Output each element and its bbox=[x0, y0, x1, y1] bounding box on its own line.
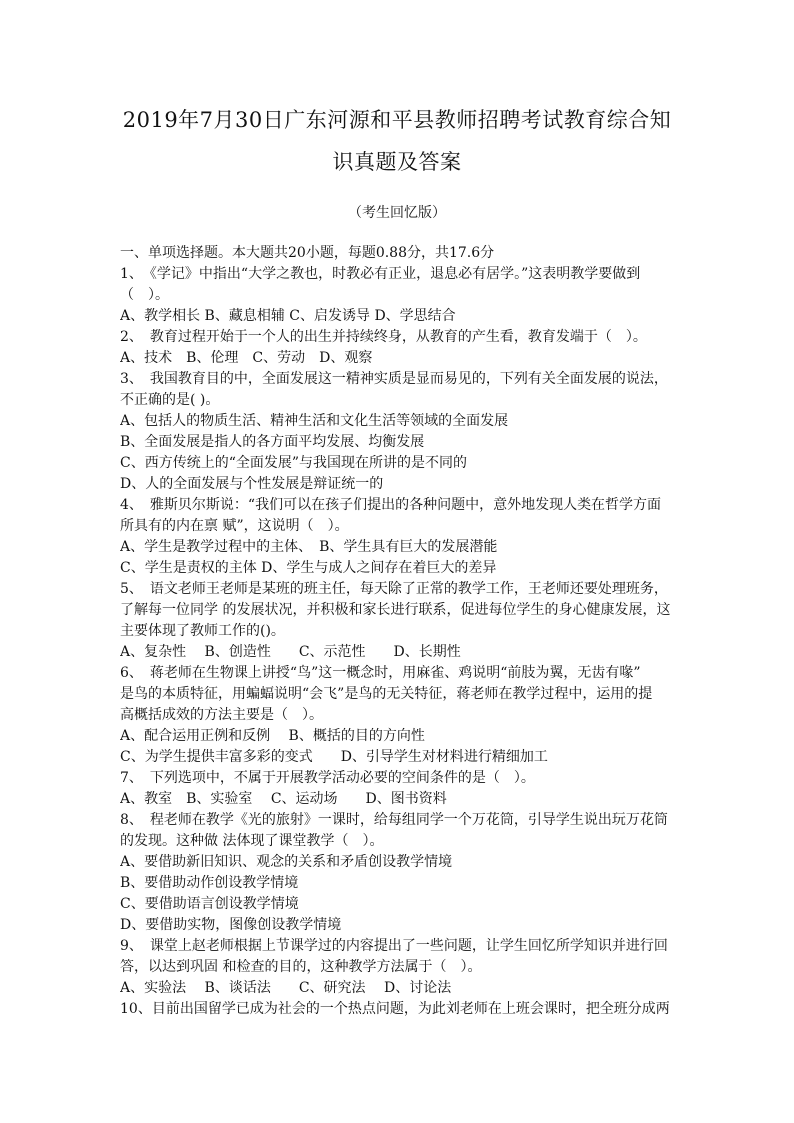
text-line: 7、 下列选项中，不属于开展教学活动必要的空间条件的是（ ）。 bbox=[120, 770, 535, 786]
text-line: 高概括成效的方法主要是（ ）。 bbox=[120, 707, 323, 723]
text-line: 4、 雅斯贝尔斯说：“我们可以在孩子们提出的各种问题中，意外地发现人类在哲学方面 bbox=[120, 497, 662, 513]
text-line: 6、 蒋老师在生物课上讲授“鸟”这一概念时，用麻雀、鸡说明“前肢为翼，无齿有喙” bbox=[120, 665, 641, 681]
text-line: 主要体现了教师工作的()。 bbox=[120, 623, 285, 639]
text-line: D、人的全面发展与个性发展是辩证统一的 bbox=[120, 476, 384, 492]
document-title-line-2: 识真题及答案 bbox=[332, 150, 462, 174]
text-line: C、为学生提供丰富多彩的变式 D、引导学生对材料进行精细加工 bbox=[120, 749, 548, 765]
text-line: A、学生是教学过程中的主体、 B、学生具有巨大的发展潜能 bbox=[120, 539, 498, 555]
text-line: B、要借助动作创设教学情境 bbox=[120, 875, 299, 891]
text-line: A、教学相长 B、藏息相辅 C、启发诱导 D、学思结合 bbox=[120, 308, 456, 324]
text-line: A、教室 B、实验室 C、运动场 D、图书资料 bbox=[120, 791, 447, 807]
text-line: 的发现。这种做 法体现了课堂教学（ ）。 bbox=[120, 833, 384, 849]
text-line: （ ）。 bbox=[120, 287, 169, 303]
text-line: 10、目前出国留学已成为社会的一个热点问题，为此刘老师在上班会课时，把全班分成两 bbox=[120, 1001, 670, 1017]
text-line: 所具有的内在禀 赋”，这说明（ ）。 bbox=[120, 518, 349, 534]
text-line: 1、 《学记》中指出“大学之教也，时教必有正业，退息必有居学。”这表明教学要做到 bbox=[120, 266, 641, 282]
text-line: 9、 课堂上赵老师根据上节课学过的内容提出了一些问题，让学生回忆所学知识并进行回 bbox=[120, 938, 668, 954]
text-line: A、包括人的物质生活、精神生活和文化生活等领域的全面发展 bbox=[120, 413, 509, 429]
text-line: B、全面发展是指人的各方面平均发展、均衡发展 bbox=[120, 434, 425, 450]
text-line: 3、 我国教育目的中，全面发展这一精神实质是显而易见的，下列有关全面发展的说法， bbox=[120, 371, 668, 387]
text-line: A、要借助新旧知识、观念的关系和矛盾创设教学情境 bbox=[120, 854, 453, 870]
text-line: A、复杂性 B、创造性 C、示范性 D、长期性 bbox=[120, 644, 461, 660]
text-line: C、学生是责权的主体 D、学生与成人之间存在着巨大的差异 bbox=[120, 560, 497, 576]
document-subtitle: （考生回忆版） bbox=[348, 205, 446, 221]
text-line: 答，以达到巩固 和检查的目的，这种教学方法属于（ ）。 bbox=[120, 959, 482, 975]
text-line: 是鸟的本质特征，用蝙蝠说明“会飞”是鸟的无关特征，蒋老师在教学过程中，运用的提 bbox=[120, 686, 653, 702]
document-body bbox=[120, 243, 675, 1020]
text-line: 不正确的是( )。 bbox=[120, 392, 220, 408]
text-line: A、实验法 B、谈话法 C、研究法 D、讨论法 bbox=[120, 980, 452, 996]
text-line: 了解每一位同学 的发展状况，并积极和家长进行联系，促进每位学生的身心健康发展，这 bbox=[120, 602, 671, 618]
text-line: A、配合运用正例和反例 B、概括的目的方向性 bbox=[120, 728, 425, 744]
text-line: 一、单项选择题。本大题共20小题，每题0.88分，共17.6分 bbox=[120, 245, 495, 261]
text-line: C、要借助语言创设教学情境 bbox=[120, 896, 299, 912]
text-line: C、西方传统上的“全面发展”与我国现在所讲的是不同的 bbox=[120, 455, 468, 471]
text-line: A、技术 B、伦理 C、劳动 D、观察 bbox=[120, 350, 373, 366]
text-line: 2、 教育过程开始于一个人的出生并持续终身，从教育的产生看，教育发端于（ ）。 bbox=[120, 329, 647, 345]
text-line: 5、 语文老师王老师是某班的班主任，每天除了正常的教学工作，王老师还要处理班务， bbox=[120, 581, 668, 597]
text-line: D、要借助实物，图像创设教学情境 bbox=[120, 917, 342, 933]
document-title-line-1: 2019年7月30日广东河源和平县教师招聘考试教育综合知 bbox=[122, 108, 672, 132]
text-line: 8、 程老师在教学《光的旅射》一课时，给每组同学一个万花筒，引导学生说出玩万花筒 bbox=[120, 812, 668, 828]
